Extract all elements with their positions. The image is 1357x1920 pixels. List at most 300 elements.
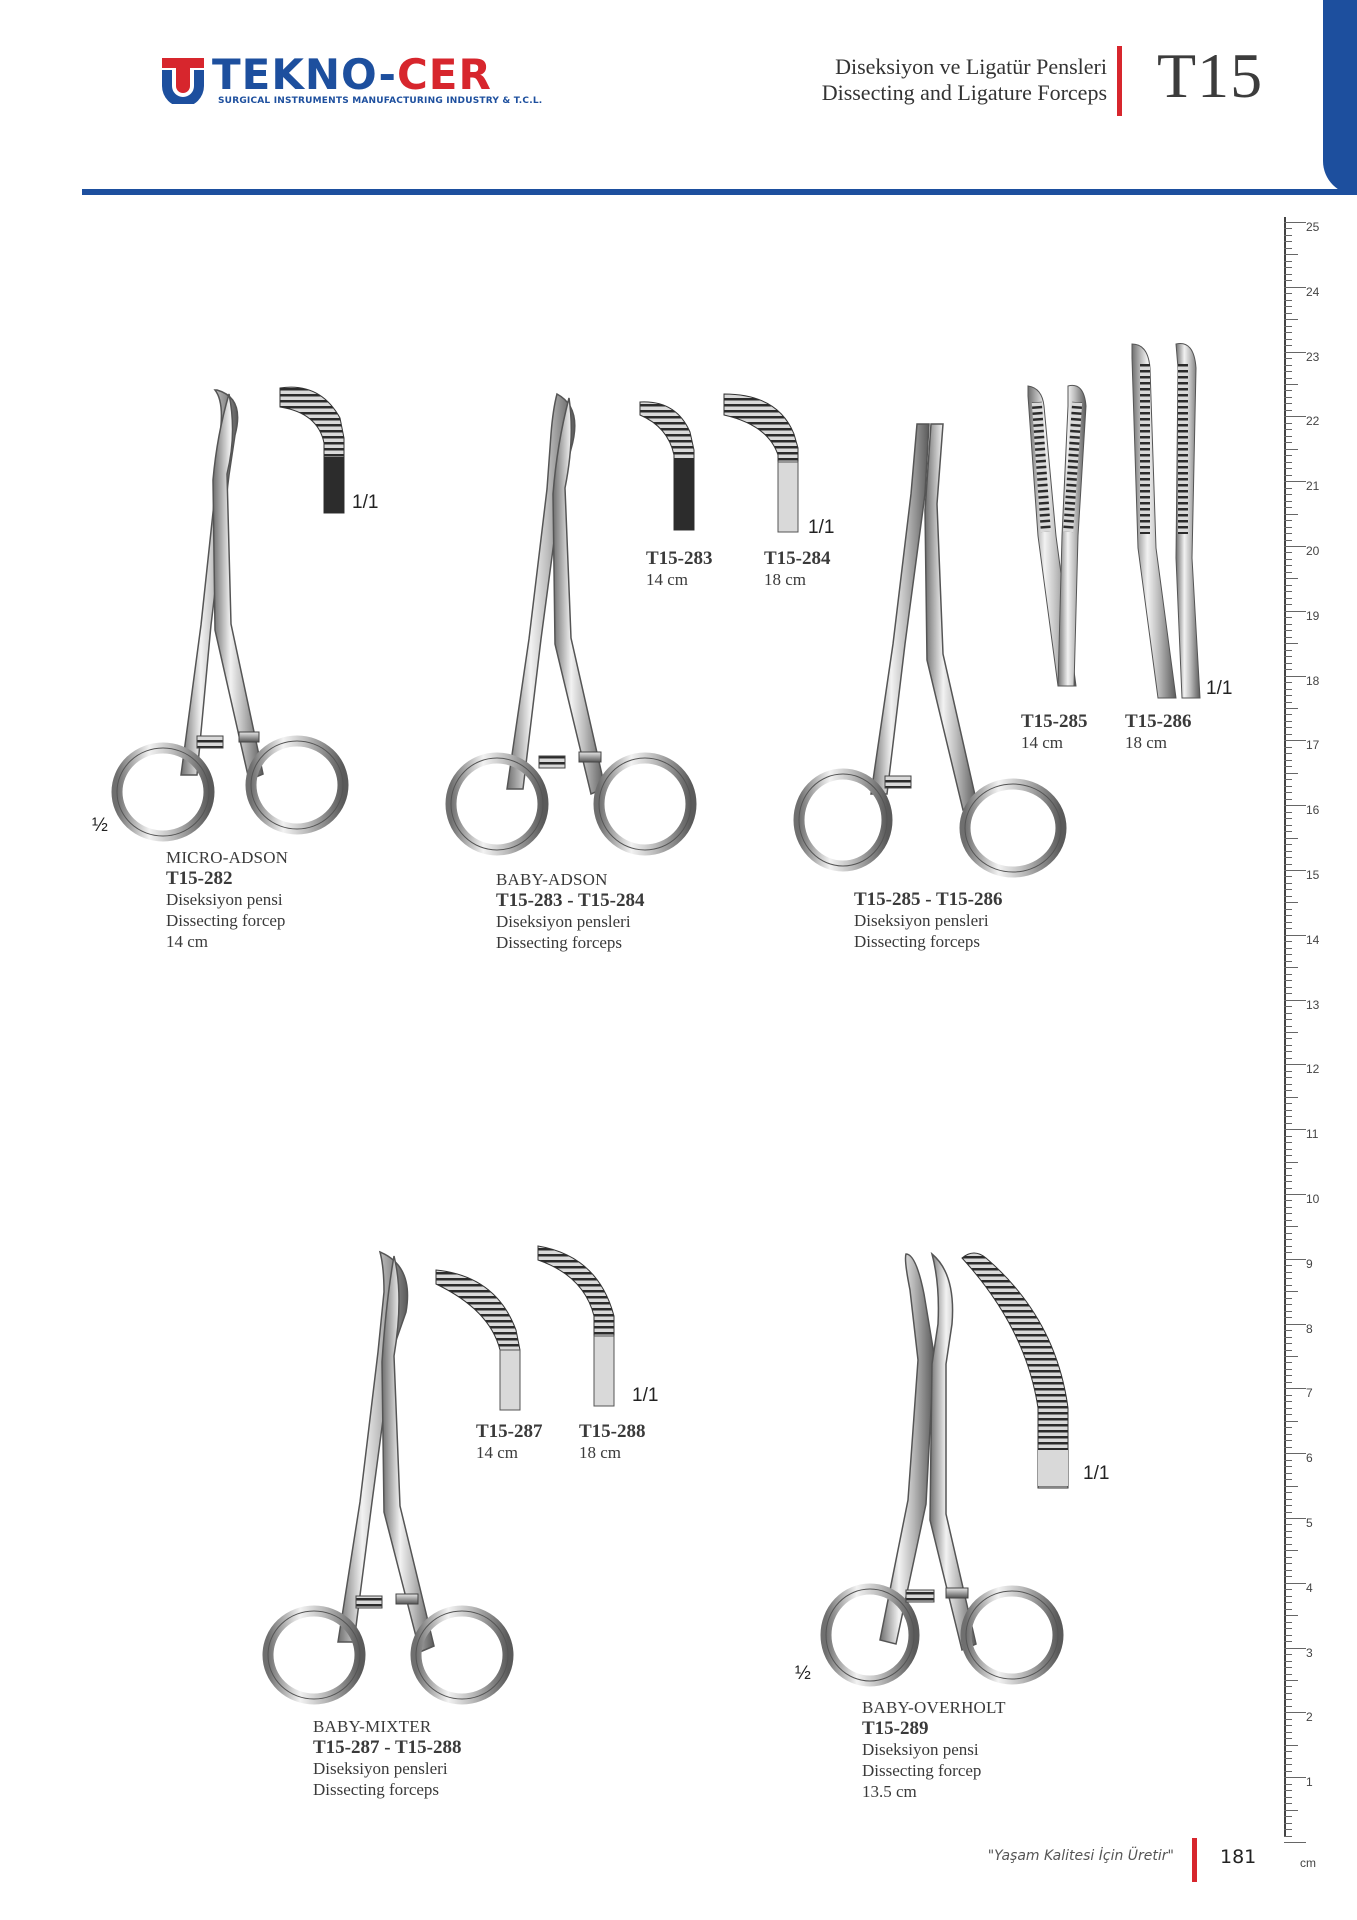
ruler-tick bbox=[1284, 656, 1292, 657]
tip-code: T15-287 bbox=[476, 1421, 543, 1442]
ruler-tick bbox=[1284, 585, 1292, 586]
caption-baby-mixter bbox=[313, 1716, 461, 1800]
ruler-tick bbox=[1284, 1784, 1292, 1785]
ruler-tick bbox=[1284, 928, 1292, 929]
ruler-tick bbox=[1284, 708, 1298, 709]
ruler-tick bbox=[1284, 481, 1306, 482]
tip-t15-287-image bbox=[434, 1266, 534, 1416]
ruler-tick bbox=[1284, 1194, 1306, 1195]
ruler-tick bbox=[1284, 1026, 1292, 1027]
footer-slogan: "Yaşam Kalitesi İçin Üretir" bbox=[987, 1848, 1174, 1864]
ruler-tick bbox=[1284, 1226, 1298, 1227]
ruler-tick bbox=[1284, 1324, 1306, 1325]
ruler-tick bbox=[1284, 540, 1292, 541]
product-code: T15-285 - T15-286 bbox=[854, 889, 1003, 910]
tip-t15-283-image bbox=[638, 398, 698, 533]
tip-size: 14 cm bbox=[476, 1443, 519, 1462]
ruler-tick bbox=[1284, 1803, 1292, 1804]
ruler-tick bbox=[1284, 1356, 1298, 1357]
ruler-tick bbox=[1284, 572, 1292, 573]
brand-tagline: SURGICAL INSTRUMENTS MANUFACTURING INDUSTRY & T.C.L. bbox=[218, 96, 543, 106]
ruler-tick bbox=[1284, 1388, 1306, 1389]
ruler-number: 3 bbox=[1306, 1645, 1313, 1660]
ruler-tick bbox=[1284, 455, 1292, 456]
ruler-tick bbox=[1284, 1706, 1292, 1707]
ruler-tick bbox=[1284, 915, 1292, 916]
ruler-tick bbox=[1284, 682, 1292, 683]
ruler-tick bbox=[1284, 339, 1292, 340]
tip-code: T15-288 bbox=[579, 1421, 646, 1442]
ruler-tick bbox=[1284, 1175, 1292, 1176]
tip-code: T15-285 bbox=[1021, 711, 1088, 732]
ruler-tick bbox=[1284, 449, 1298, 450]
ruler-tick bbox=[1284, 429, 1292, 430]
micro-adson-tip-image bbox=[278, 382, 348, 512]
ruler-tick bbox=[1284, 274, 1292, 275]
ruler-tick bbox=[1284, 1790, 1292, 1791]
ruler-tick bbox=[1284, 1550, 1298, 1551]
brand-logo bbox=[160, 50, 543, 108]
ruler-tick bbox=[1284, 1084, 1292, 1085]
scale-full-micro-adson-tip: 1/1 bbox=[352, 492, 379, 513]
ruler-tick bbox=[1284, 559, 1292, 560]
ruler-tick bbox=[1284, 714, 1292, 715]
ruler-tick bbox=[1284, 1699, 1292, 1700]
tip-size: 14 cm bbox=[646, 570, 689, 589]
ruler-tick bbox=[1284, 1129, 1306, 1130]
ruler-tick bbox=[1284, 1285, 1292, 1286]
ruler-tick bbox=[1284, 650, 1292, 651]
tip-size: 18 cm bbox=[1125, 733, 1168, 752]
ruler-tick bbox=[1284, 1382, 1292, 1383]
ruler-tick bbox=[1284, 1667, 1292, 1668]
ruler-tick bbox=[1284, 1058, 1292, 1059]
ruler-tick bbox=[1284, 1272, 1292, 1273]
size: 13.5 cm bbox=[862, 1782, 917, 1801]
ruler-tick bbox=[1284, 352, 1306, 353]
ruler-tick bbox=[1284, 1829, 1292, 1830]
ruler-tick bbox=[1284, 1836, 1292, 1837]
name-english: Dissecting forceps bbox=[854, 932, 981, 951]
ruler-tick bbox=[1284, 1602, 1292, 1603]
ruler-tick bbox=[1284, 1168, 1292, 1169]
ruler-tick bbox=[1284, 1810, 1298, 1811]
ruler-tick bbox=[1284, 799, 1292, 800]
model-name: BABY-ADSON bbox=[496, 870, 608, 889]
tip-code: T15-283 bbox=[646, 548, 713, 569]
ruler-tick bbox=[1284, 397, 1292, 398]
ruler-tick bbox=[1284, 773, 1298, 774]
ruler-tick bbox=[1284, 1518, 1306, 1519]
product-code: T15-283 - T15-284 bbox=[496, 890, 645, 911]
ruler-tick bbox=[1284, 306, 1292, 307]
ruler-tick bbox=[1284, 838, 1298, 839]
ruler-tick bbox=[1284, 494, 1292, 495]
ruler-tick bbox=[1284, 941, 1292, 942]
ruler-tick bbox=[1284, 617, 1292, 618]
ruler-number: 9 bbox=[1306, 1256, 1313, 1271]
ruler-tick bbox=[1284, 591, 1292, 592]
ruler-tick bbox=[1284, 643, 1298, 644]
ruler-number: 18 bbox=[1306, 673, 1320, 688]
ruler-tick bbox=[1284, 1032, 1298, 1033]
ruler-tick bbox=[1284, 1304, 1292, 1305]
tip-size: 14 cm bbox=[1021, 733, 1064, 752]
tip-t15-288-image bbox=[536, 1242, 626, 1412]
tip-label-t15-284 bbox=[764, 548, 831, 590]
ruler-tick bbox=[1284, 235, 1292, 236]
ruler-tick bbox=[1284, 818, 1292, 819]
ruler-tick bbox=[1284, 1686, 1292, 1687]
ruler-tick bbox=[1284, 319, 1298, 320]
ruler-tick bbox=[1284, 1123, 1292, 1124]
ruler-tick bbox=[1284, 844, 1292, 845]
ruler-tick bbox=[1284, 1609, 1292, 1610]
model-name: MICRO-ADSON bbox=[166, 848, 289, 867]
ruler-number: 14 bbox=[1306, 932, 1320, 947]
name-english: Dissecting forcep bbox=[862, 1761, 982, 1780]
ruler-tick bbox=[1284, 734, 1292, 735]
ruler-tick bbox=[1284, 1758, 1292, 1759]
ruler-tick bbox=[1284, 1531, 1292, 1532]
tip-label-t15-288 bbox=[579, 1421, 646, 1463]
ruler-tick bbox=[1284, 1816, 1292, 1817]
ruler-tick bbox=[1284, 1278, 1292, 1279]
tip-t15-285-image bbox=[1018, 382, 1098, 702]
ruler-tick bbox=[1284, 1719, 1292, 1720]
ruler-tick bbox=[1284, 293, 1292, 294]
ruler-tick bbox=[1284, 1466, 1292, 1467]
ruler-tick bbox=[1284, 1019, 1292, 1020]
ruler-tick bbox=[1284, 1712, 1306, 1713]
ruler-tick bbox=[1284, 241, 1292, 242]
ruler-tick bbox=[1284, 488, 1292, 489]
ruler-tick bbox=[1284, 1524, 1292, 1525]
title-divider bbox=[1117, 46, 1122, 116]
ruler-tick bbox=[1284, 1350, 1292, 1351]
ruler-tick bbox=[1284, 637, 1292, 638]
ruler-tick bbox=[1284, 1427, 1292, 1428]
ruler-tick bbox=[1284, 1492, 1292, 1493]
ruler-tick bbox=[1284, 533, 1292, 534]
ruler-tick bbox=[1284, 948, 1292, 949]
ruler-tick bbox=[1284, 1745, 1298, 1746]
ruler-tick bbox=[1284, 1110, 1292, 1111]
size: 14 cm bbox=[166, 932, 209, 951]
tip-size: 18 cm bbox=[579, 1443, 622, 1462]
ruler-tick bbox=[1284, 1097, 1298, 1098]
ruler-tick bbox=[1284, 604, 1292, 605]
measurement-ruler bbox=[1284, 217, 1344, 1870]
ruler-tick bbox=[1284, 1453, 1306, 1454]
ruler-tick bbox=[1284, 578, 1298, 579]
ruler-number: 20 bbox=[1306, 544, 1320, 558]
ruler-number: 12 bbox=[1306, 1062, 1320, 1077]
ruler-tick bbox=[1284, 1680, 1298, 1681]
caption-t15-285-286 bbox=[854, 889, 1002, 952]
scale-full-t15-285-286-tip: 1/1 bbox=[1206, 678, 1233, 699]
ruler-tick bbox=[1284, 1200, 1292, 1201]
footer-divider bbox=[1192, 1838, 1197, 1882]
ruler-tick bbox=[1284, 1291, 1298, 1292]
ruler-tick bbox=[1284, 598, 1292, 599]
ruler-tick bbox=[1284, 896, 1292, 897]
ruler-number: 7 bbox=[1306, 1386, 1313, 1401]
ruler-tick bbox=[1284, 1479, 1292, 1480]
ruler-tick bbox=[1284, 1013, 1292, 1014]
tip-t15-289-image bbox=[960, 1250, 1080, 1490]
product-code: T15-289 bbox=[862, 1718, 929, 1739]
ruler-tick bbox=[1284, 1447, 1292, 1448]
name-turkish: Diseksiyon pensleri bbox=[313, 1759, 448, 1778]
ruler-tick bbox=[1284, 222, 1306, 223]
ruler-tick bbox=[1284, 1239, 1292, 1240]
ruler-tick bbox=[1284, 1654, 1292, 1655]
model-name: BABY-OVERHOLT bbox=[862, 1698, 1006, 1717]
ruler-tick bbox=[1284, 1622, 1292, 1623]
ruler-tick bbox=[1284, 1252, 1292, 1253]
name-turkish: Diseksiyon pensi bbox=[862, 1740, 979, 1759]
ruler-number: 13 bbox=[1306, 997, 1320, 1012]
ruler-tick bbox=[1284, 1563, 1292, 1564]
caption-baby-overholt bbox=[862, 1697, 1006, 1802]
ruler-tick bbox=[1284, 1751, 1292, 1752]
tip-size: 18 cm bbox=[764, 570, 807, 589]
ruler-tick bbox=[1284, 1207, 1292, 1208]
ruler-tick bbox=[1284, 378, 1292, 379]
ruler-tick bbox=[1284, 987, 1292, 988]
ruler-tick bbox=[1284, 935, 1306, 936]
ruler-tick bbox=[1284, 1842, 1306, 1843]
ruler-tick bbox=[1284, 1233, 1292, 1234]
ruler-tick bbox=[1284, 1460, 1292, 1461]
ruler-tick bbox=[1284, 1077, 1292, 1078]
ruler-tick bbox=[1284, 702, 1292, 703]
ruler-tick bbox=[1284, 779, 1292, 780]
ruler-tick bbox=[1284, 1674, 1292, 1675]
caption-baby-adson bbox=[496, 869, 644, 953]
page-number: 181 bbox=[1220, 1846, 1257, 1868]
ruler-tick bbox=[1284, 1738, 1292, 1739]
ruler-tick bbox=[1284, 1142, 1292, 1143]
ruler-tick bbox=[1284, 766, 1292, 767]
ruler-tick bbox=[1284, 403, 1292, 404]
ruler-tick bbox=[1284, 922, 1292, 923]
ruler-tick bbox=[1284, 954, 1292, 955]
ruler-tick bbox=[1284, 1375, 1292, 1376]
scale-half-baby-overholt: ½ bbox=[795, 1663, 811, 1684]
page-title bbox=[822, 54, 1107, 106]
ruler-number: 22 bbox=[1306, 414, 1320, 429]
ruler-tick bbox=[1284, 1317, 1292, 1318]
ruler-unit: cm bbox=[1300, 1856, 1316, 1870]
ruler-tick bbox=[1284, 1628, 1292, 1629]
ruler-tick bbox=[1284, 1537, 1292, 1538]
ruler-tick bbox=[1284, 721, 1292, 722]
ruler-tick bbox=[1284, 1343, 1292, 1344]
ruler-line bbox=[1284, 217, 1286, 1837]
ruler-tick bbox=[1284, 1414, 1292, 1415]
ruler-tick bbox=[1284, 805, 1306, 806]
ruler-tick bbox=[1284, 1337, 1292, 1338]
ruler-tick bbox=[1284, 1771, 1292, 1772]
ruler-tick bbox=[1284, 390, 1292, 391]
ruler-tick bbox=[1284, 695, 1292, 696]
ruler-tick bbox=[1284, 1725, 1292, 1726]
ruler-tick bbox=[1284, 1246, 1292, 1247]
ruler-tick bbox=[1284, 280, 1292, 281]
ruler-tick bbox=[1284, 462, 1292, 463]
ruler-tick bbox=[1284, 228, 1292, 229]
ruler-tick bbox=[1284, 786, 1292, 787]
ruler-tick bbox=[1284, 1764, 1292, 1765]
ruler-tick bbox=[1284, 1732, 1292, 1733]
ruler-number: 5 bbox=[1306, 1516, 1313, 1530]
ruler-tick bbox=[1284, 1473, 1292, 1474]
ruler-tick bbox=[1284, 1188, 1292, 1189]
ruler-tick bbox=[1284, 1408, 1292, 1409]
ruler-tick bbox=[1284, 967, 1298, 968]
ruler-tick bbox=[1284, 870, 1306, 871]
ruler-tick bbox=[1284, 851, 1292, 852]
section-code: T15 bbox=[1157, 40, 1264, 111]
ruler-tick bbox=[1284, 1051, 1292, 1052]
ruler-number: 15 bbox=[1306, 868, 1320, 882]
ruler-tick bbox=[1284, 974, 1292, 975]
ruler-tick bbox=[1284, 365, 1292, 366]
ruler-tick bbox=[1284, 1330, 1292, 1331]
ruler-tick bbox=[1284, 326, 1292, 327]
ruler-number: 25 bbox=[1306, 220, 1320, 234]
product-code: T15-282 bbox=[166, 868, 233, 889]
ruler-tick bbox=[1284, 902, 1298, 903]
ruler-tick bbox=[1284, 313, 1292, 314]
ruler-tick bbox=[1284, 1434, 1292, 1435]
ruler-tick bbox=[1284, 267, 1292, 268]
ruler-number: 6 bbox=[1306, 1451, 1313, 1466]
ruler-tick bbox=[1284, 1641, 1292, 1642]
tip-code: T15-284 bbox=[764, 548, 831, 569]
header-blue-tab bbox=[1323, 0, 1357, 195]
ruler-tick bbox=[1284, 1505, 1292, 1506]
ruler-tick bbox=[1284, 1006, 1292, 1007]
ruler-tick bbox=[1284, 1557, 1292, 1558]
ruler-tick bbox=[1284, 1149, 1292, 1150]
ruler-tick bbox=[1284, 358, 1292, 359]
ruler-number: 24 bbox=[1306, 284, 1320, 299]
brand-wordmark: TEKNO-CER bbox=[212, 50, 492, 99]
tip-t15-286-image bbox=[1124, 340, 1214, 710]
ruler-tick bbox=[1284, 630, 1292, 631]
ruler-tick bbox=[1284, 753, 1292, 754]
ruler-number: 8 bbox=[1306, 1321, 1313, 1336]
ruler-number: 16 bbox=[1306, 803, 1320, 818]
ruler-tick bbox=[1284, 1362, 1292, 1363]
ruler-number: 4 bbox=[1306, 1580, 1313, 1595]
caption-micro-adson bbox=[166, 847, 288, 952]
title-turkish: Diseksiyon ve Ligatür Pensleri bbox=[835, 54, 1107, 79]
ruler-tick bbox=[1284, 248, 1292, 249]
ruler-tick bbox=[1284, 1298, 1292, 1299]
ruler-number: 21 bbox=[1306, 479, 1320, 494]
ruler-tick bbox=[1284, 442, 1292, 443]
ruler-tick bbox=[1284, 1265, 1292, 1266]
ruler-tick bbox=[1284, 1823, 1292, 1824]
tip-label-t15-283 bbox=[646, 548, 713, 590]
ruler-tick bbox=[1284, 1090, 1292, 1091]
ruler-tick bbox=[1284, 611, 1306, 612]
ruler-tick bbox=[1284, 1486, 1298, 1487]
scale-half-micro-adson: ½ bbox=[92, 815, 108, 836]
scale-full-baby-overholt-tip: 1/1 bbox=[1083, 1463, 1110, 1484]
ruler-tick bbox=[1284, 825, 1292, 826]
ruler-tick bbox=[1284, 1155, 1292, 1156]
ruler-tick bbox=[1284, 1544, 1292, 1545]
ruler-tick bbox=[1284, 371, 1292, 372]
ruler-tick bbox=[1284, 552, 1292, 553]
ruler-tick bbox=[1284, 1369, 1292, 1370]
ruler-tick bbox=[1284, 423, 1292, 424]
tip-code: T15-286 bbox=[1125, 711, 1192, 732]
ruler-tick bbox=[1284, 1693, 1292, 1694]
ruler-tick bbox=[1284, 507, 1292, 508]
scale-full-baby-mixter-tip: 1/1 bbox=[632, 1385, 659, 1406]
ruler-tick bbox=[1284, 1064, 1306, 1065]
ruler-tick bbox=[1284, 864, 1292, 865]
ruler-tick bbox=[1284, 1570, 1292, 1571]
ruler-tick bbox=[1284, 727, 1292, 728]
ruler-tick bbox=[1284, 1499, 1292, 1500]
ruler-tick bbox=[1284, 468, 1292, 469]
ruler-tick bbox=[1284, 1648, 1306, 1649]
ruler-tick bbox=[1284, 1596, 1292, 1597]
ruler-tick bbox=[1284, 1213, 1292, 1214]
ruler-tick bbox=[1284, 436, 1292, 437]
ruler-tick bbox=[1284, 689, 1292, 690]
ruler-tick bbox=[1284, 1615, 1298, 1616]
ruler-tick bbox=[1284, 883, 1292, 884]
header-rule bbox=[82, 189, 1357, 195]
ruler-tick bbox=[1284, 1045, 1292, 1046]
name-turkish: Diseksiyon pensleri bbox=[496, 912, 631, 931]
ruler-tick bbox=[1284, 254, 1298, 255]
ruler-tick bbox=[1284, 747, 1292, 748]
ruler-tick bbox=[1284, 410, 1292, 411]
name-english: Dissecting forcep bbox=[166, 911, 286, 930]
model-name: BABY-MIXTER bbox=[313, 1717, 432, 1736]
ruler-tick bbox=[1284, 1797, 1292, 1798]
ruler-tick bbox=[1284, 876, 1292, 877]
ruler-tick bbox=[1284, 1576, 1292, 1577]
name-turkish: Diseksiyon pensleri bbox=[854, 911, 989, 930]
ruler-number: 2 bbox=[1306, 1710, 1313, 1725]
ruler-tick bbox=[1284, 1071, 1292, 1072]
ruler-tick bbox=[1284, 1103, 1292, 1104]
ruler-tick bbox=[1284, 546, 1306, 547]
ruler-tick bbox=[1284, 1512, 1292, 1513]
ruler-tick bbox=[1284, 332, 1292, 333]
tip-label-t15-287 bbox=[476, 1421, 543, 1463]
ruler-tick bbox=[1284, 980, 1292, 981]
ruler-tick bbox=[1284, 760, 1292, 761]
ruler-tick bbox=[1284, 993, 1292, 994]
ruler-tick bbox=[1284, 1440, 1292, 1441]
ruler-tick bbox=[1284, 1220, 1292, 1221]
ruler-tick bbox=[1284, 1259, 1306, 1260]
ruler-tick bbox=[1284, 345, 1292, 346]
ruler-tick bbox=[1284, 300, 1292, 301]
ruler-tick bbox=[1284, 676, 1306, 677]
